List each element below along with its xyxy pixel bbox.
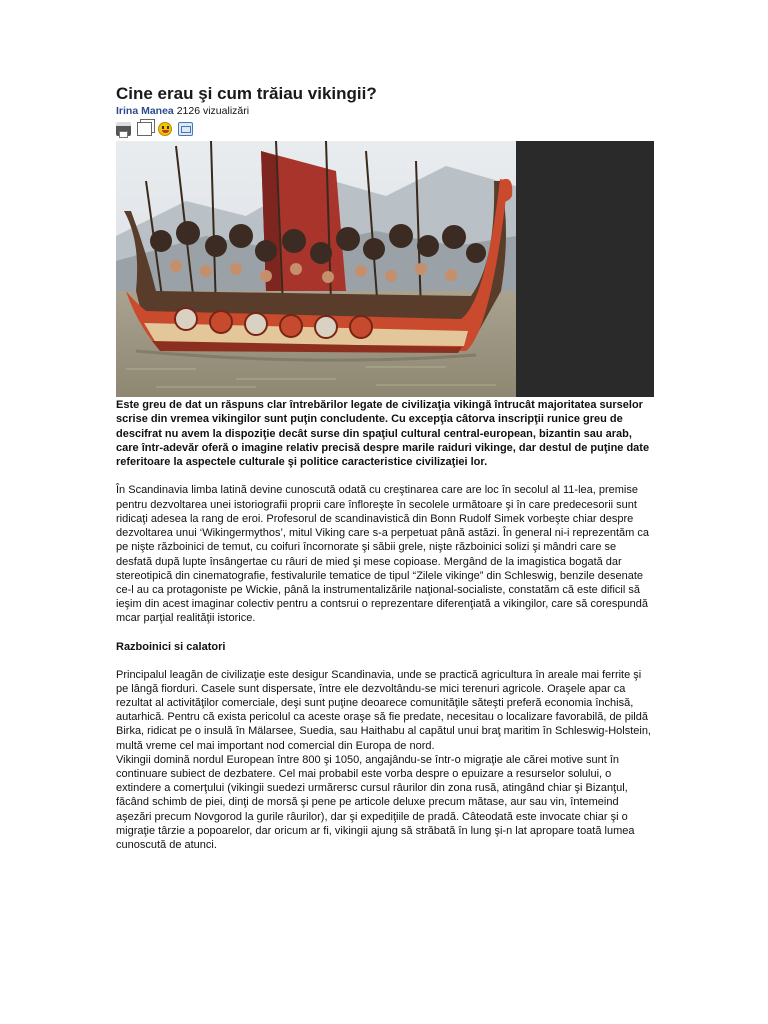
article — [116, 84, 654, 852]
section-heading: Razboinici si calatori — [116, 640, 226, 653]
view-count: 2126 vizualizări — [176, 105, 250, 117]
paragraph-1: În Scandinavia limba latină devine cunoscută odată cu creştinarea care are loc în secolul al 11-lea, premise pentru dezvoltarea unei istoriografii proprii care înfloreşte în secolele următoare şi în care predecesorii sunt ridicaţi adesea la rang de eroi. Profesorul de scandinavistică din Bonn Rudolf Simek vorbeşte chiar despre dezvoltarea unui ‘Wikingermythos’, mitul Viking care s-a perpetuat până astăzi. În general ni-i reprezentăm ca pe nişte războinici de temut, cu coifuri încornorate şi săbii grele, nişte războinici solizi şi mândri care se desfată după lupte însângertae cu râuri de mied şi mese copioase. Mergând de la imagistica bogată dar stereotipică din cinematografie, festivalurile tematice de tipul “Zilele vikinge” din Schleswig, benzile desenate ce-l au ca protagoniste pe Wickie, până la instrumentalizările naţional-socialiste, constatăm că este dificil să ieşim din acest imaginar colectiv pentru a contsrui o reprezentare diferenţiată a vikingilor, care să corespundă mcar parţial realităţii istorice. — [116, 484, 649, 625]
image-dark-panel — [516, 141, 654, 397]
viking-ship-photo — [116, 141, 516, 397]
lead-paragraph: Este greu de dat un răspuns clar întrebărilor legate de civilizaţia vikingă întrucât majoritatea surselor scrise din vremea vikingilor sunt puţin concludente. Cu excepţia câtorva inscripţii runice greu de descifrat nu avem la dispoziţie decât surse din spaţiul cultural central-european, bizantin sau arab, care într-adevăr oferă o imagine relativ precisă despre marile raiduri vikinge, dar destul de puţine date referitoare la aspectele culturale şi politice caracteristice civilizaţiei lor. — [116, 399, 650, 469]
email-icon[interactable] — [178, 122, 193, 136]
author-link[interactable]: Irina Manea — [116, 105, 174, 117]
share-toolbar — [116, 121, 654, 137]
paragraph-2: Principalul leagăn de civilizaţie este desigur Scandinavia, unde se practică agricultura în areale mai ferrite şi pe lângă fiorduri. Casele sunt dispersate, între ele dezvoltându-se mici terenuri agricole. Oraşele apar ca rezultat al activităţilor comerciale, deşi sunt puţine deoarece comunităţile săteşti preferă economia închisă, autarhică. Pentru că exista pericolul ca aceste oraşe să fie predate, necesitau o localizare favorabilă, de pildă Birka, ridicat pe o insulă în Mälarsee, Suedia, sau Haithabu al capătul unui braţ maritim în Schleswig-Holstein, multă vreme cel mai important nod comercial din Europa de nord. — [116, 668, 651, 752]
printer-icon[interactable] — [116, 122, 131, 136]
article-image-block — [116, 141, 654, 397]
smiley-icon[interactable] — [158, 122, 172, 136]
article-meta — [116, 105, 654, 118]
copy-icon[interactable] — [137, 122, 152, 136]
article-title: Cine erau şi cum trăiau vikingii? — [116, 84, 377, 103]
paragraph-3: Vikingii domină nordul European între 800 şi 1050, angajându-se într-o migraţie ale cărei motive sunt în continuare subiect de dezbatere. Cel mai probabil este vorba despre o epuizare a resurselor solului, o extindere a comerţului (vikingii suedezi urmărersc cursul râurilor din zona rusă, atingând chiar şi Bizanţul, făcând schimb de piei, dinţi de morsă şi pene pe articole deluxe precum mătase, aur sau vin, întemeind aşezări precum Novgorod la gurile râurilor), dar şi expediţiile de pradă. Câteodată este invocate chiar şi o migraţie târzie a popoarelor, dar oricum ar fi, vikingii ajung să străbată în lung şi-n lat apropare toată lumea cunoscută de atunci. — [116, 753, 635, 851]
